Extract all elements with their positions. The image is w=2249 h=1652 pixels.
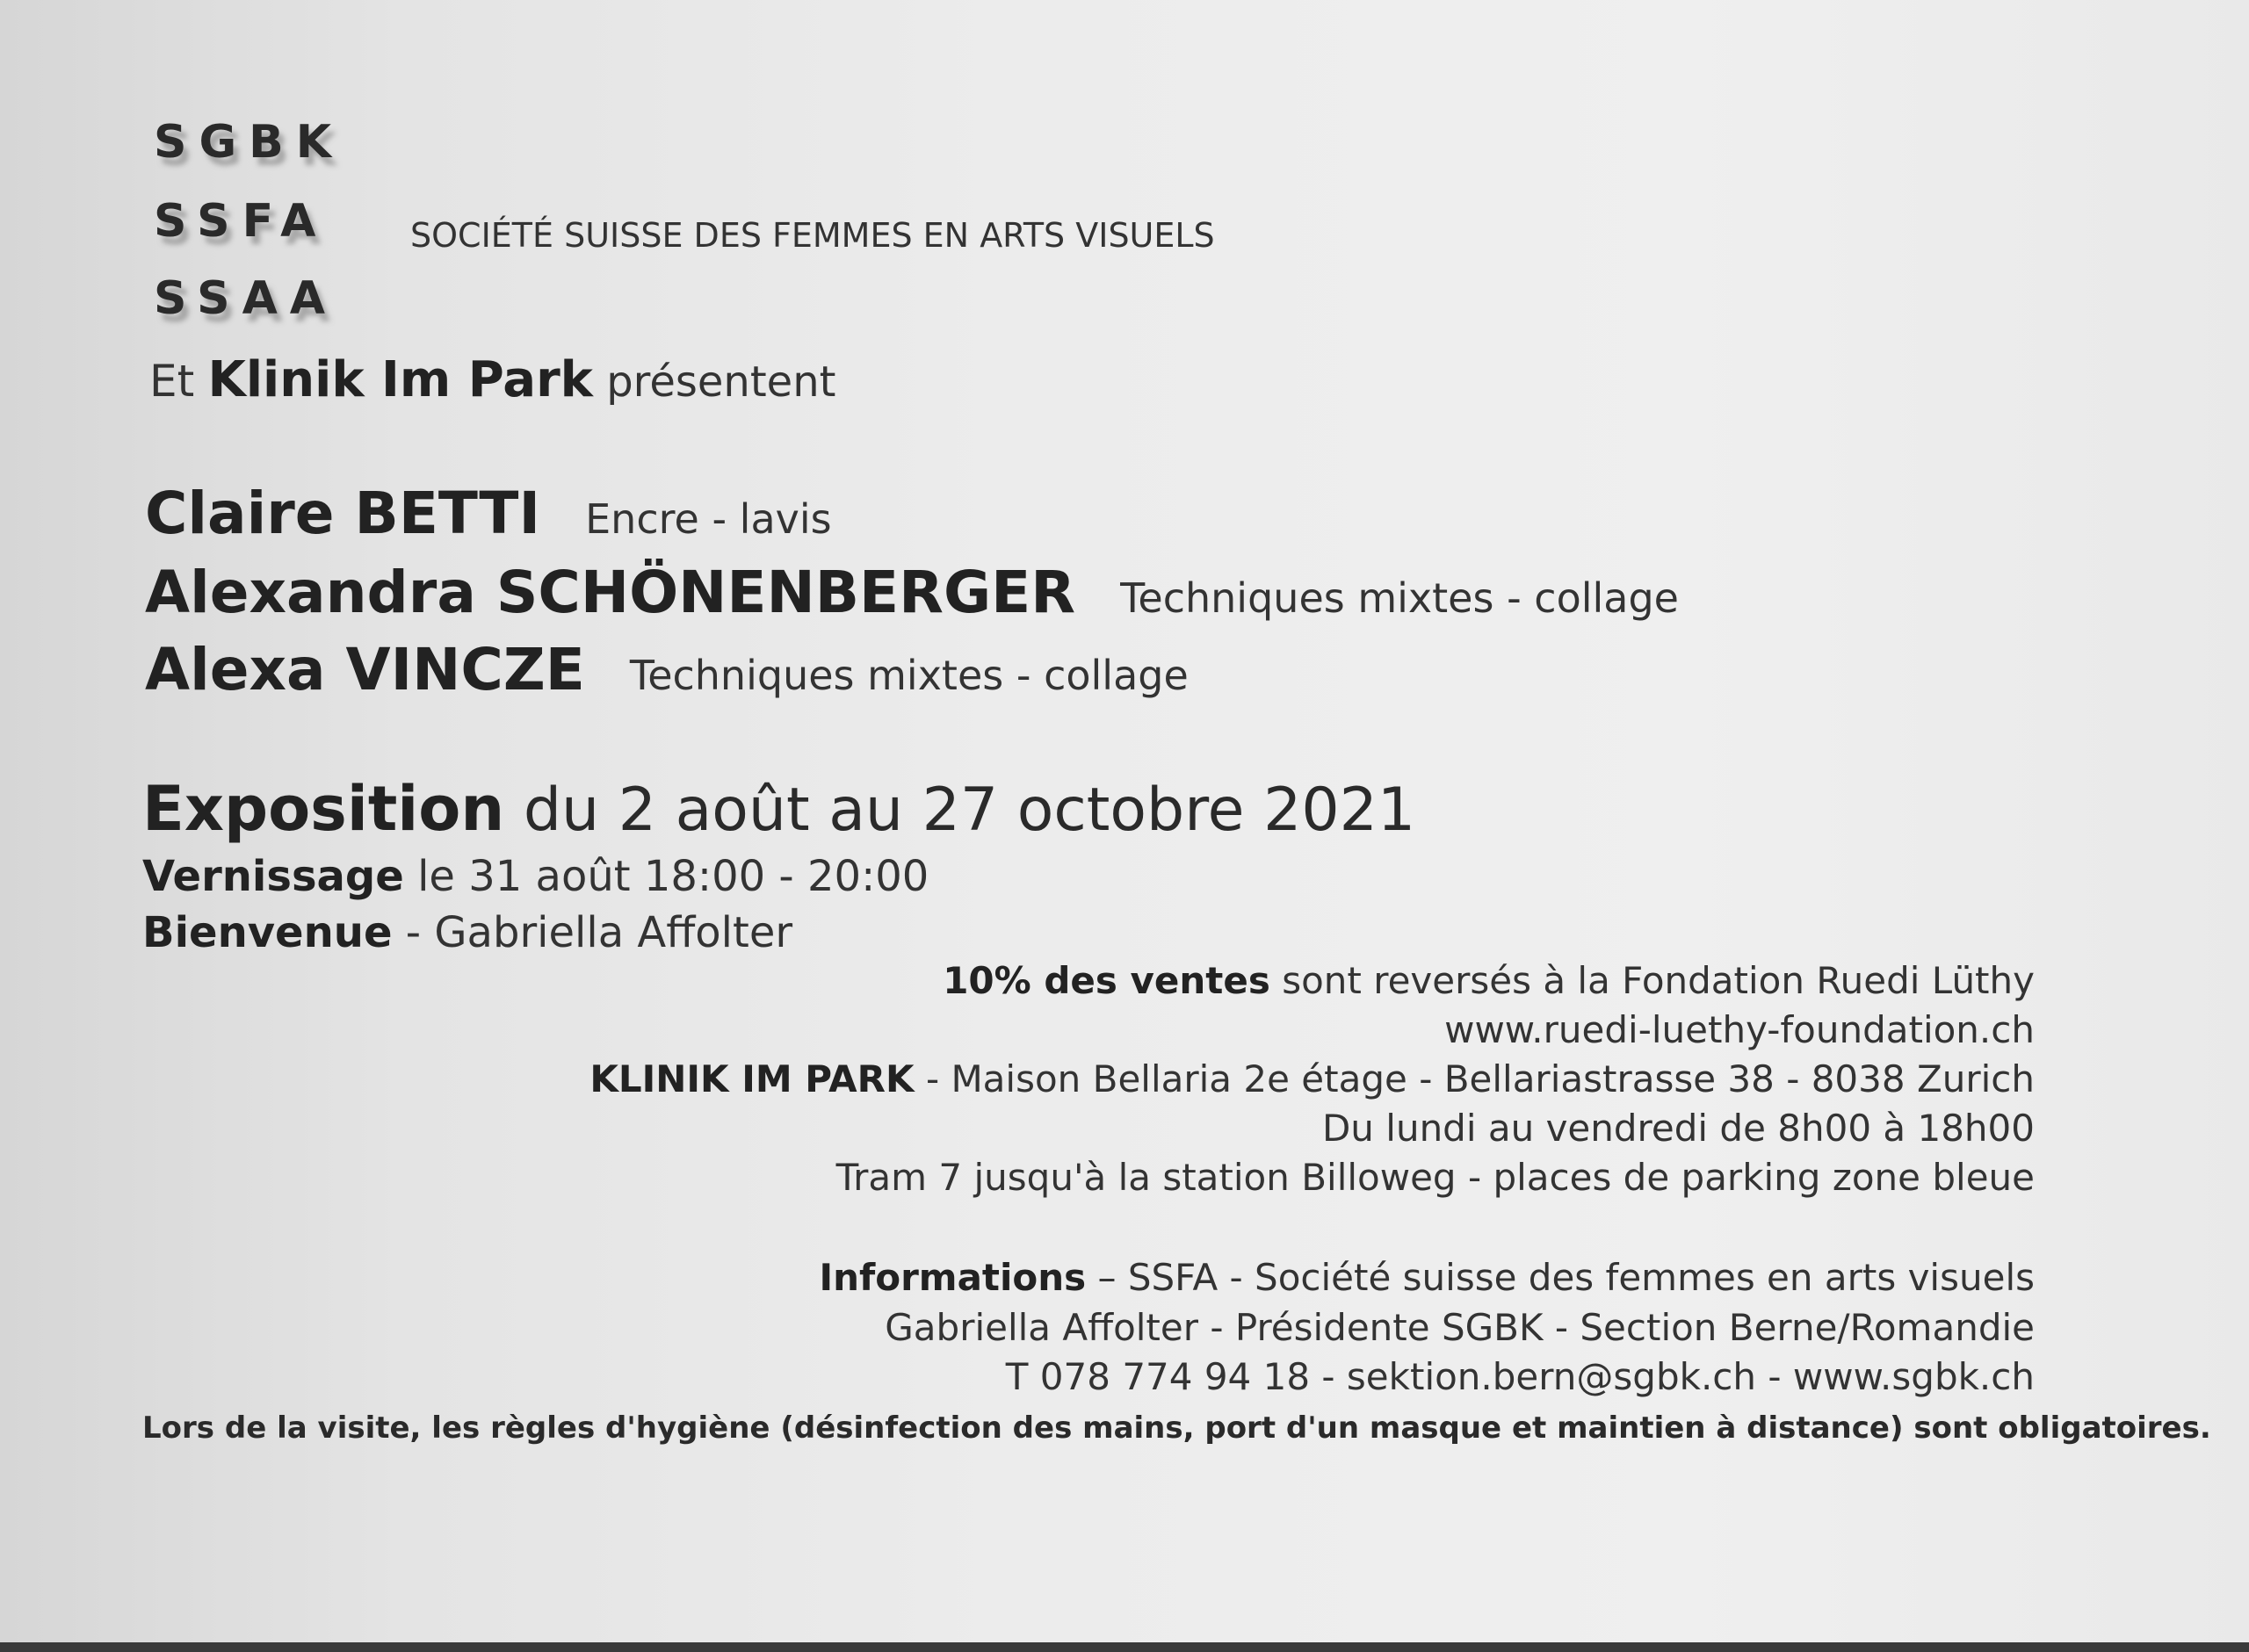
exposition-dates: du 2 août au 27 octobre 2021 [523, 776, 1416, 845]
artist-row [145, 636, 1189, 703]
venue-hours: Du lundi au vendredi de 8h00 à 18h00 [1321, 1107, 2035, 1150]
sales-text: sont reversés à la Fondation Ruedi Lüthy [1282, 959, 2035, 1002]
presenter-suffix: présentent [606, 357, 836, 407]
artist-name: Claire BETTI [145, 480, 541, 547]
presenter-prefix: Et [149, 356, 195, 407]
artist-technique: Techniques mixtes - collage [1120, 574, 1679, 622]
organization-name: SOCIÉTÉ SUISSE DES FEMMES EN ARTS VISUELS [410, 216, 1215, 255]
venue-line [589, 1057, 2035, 1100]
hygiene-notice: Lors de la visite, les règles d'hygiène (désinfection des mains, port d'un masque et maintien à distance) sont obligatoires. [142, 1410, 2211, 1446]
presenter-line [149, 351, 835, 408]
artist-technique: Techniques mixtes - collage [629, 652, 1189, 699]
exposition-label: Exposition [142, 773, 505, 845]
logo-ssaa: SSAA [154, 272, 338, 325]
vernissage-line [142, 852, 929, 901]
artist-name: Alexa VINCZE [145, 636, 585, 703]
informations-label: Informations [819, 1256, 1087, 1299]
bienvenue-label: Bienvenue [142, 908, 393, 957]
contact-details: T 078 774 94 18 - sektion.bern@sgbk.ch - www.sgbk.ch [1005, 1355, 2035, 1398]
vernissage-label: Vernissage [142, 852, 404, 901]
logo-sgbk: SGBK [154, 116, 344, 169]
informations-text: – SSFA - Société suisse des femmes en arts visuels [1097, 1256, 2035, 1299]
venue-transport: Tram 7 jusqu'à la station Billoweg - places de parking zone bleue [835, 1156, 2035, 1199]
presenter-name: Klinik Im Park [207, 351, 593, 408]
sales-bold: 10% des ventes [943, 959, 1270, 1002]
sales-line [943, 959, 2035, 1002]
artist-name: Alexandra SCHÖNENBERGER [145, 559, 1076, 626]
bienvenue-line [142, 908, 792, 957]
vernissage-text: le 31 août 18:00 - 20:00 [417, 852, 929, 901]
artist-row [145, 559, 1679, 626]
card-bottom-edge [0, 1642, 2249, 1652]
artist-row [145, 480, 832, 547]
exposition-line [142, 773, 1415, 845]
venue-name: KLINIK IM PARK [589, 1057, 915, 1100]
venue-address: - Maison Bellaria 2e étage - Bellariastrasse 38 - 8038 Zurich [925, 1057, 2035, 1100]
bienvenue-text: - Gabriella Affolter [405, 908, 793, 957]
foundation-url: www.ruedi-luethy-foundation.ch [1444, 1008, 2035, 1051]
logo-ssfa: SSFA [154, 195, 329, 248]
artist-technique: Encre - lavis [585, 495, 832, 543]
contact-person: Gabriella Affolter - Présidente SGBK - Section Berne/Romandie [885, 1306, 2035, 1349]
informations-line [819, 1256, 2035, 1299]
